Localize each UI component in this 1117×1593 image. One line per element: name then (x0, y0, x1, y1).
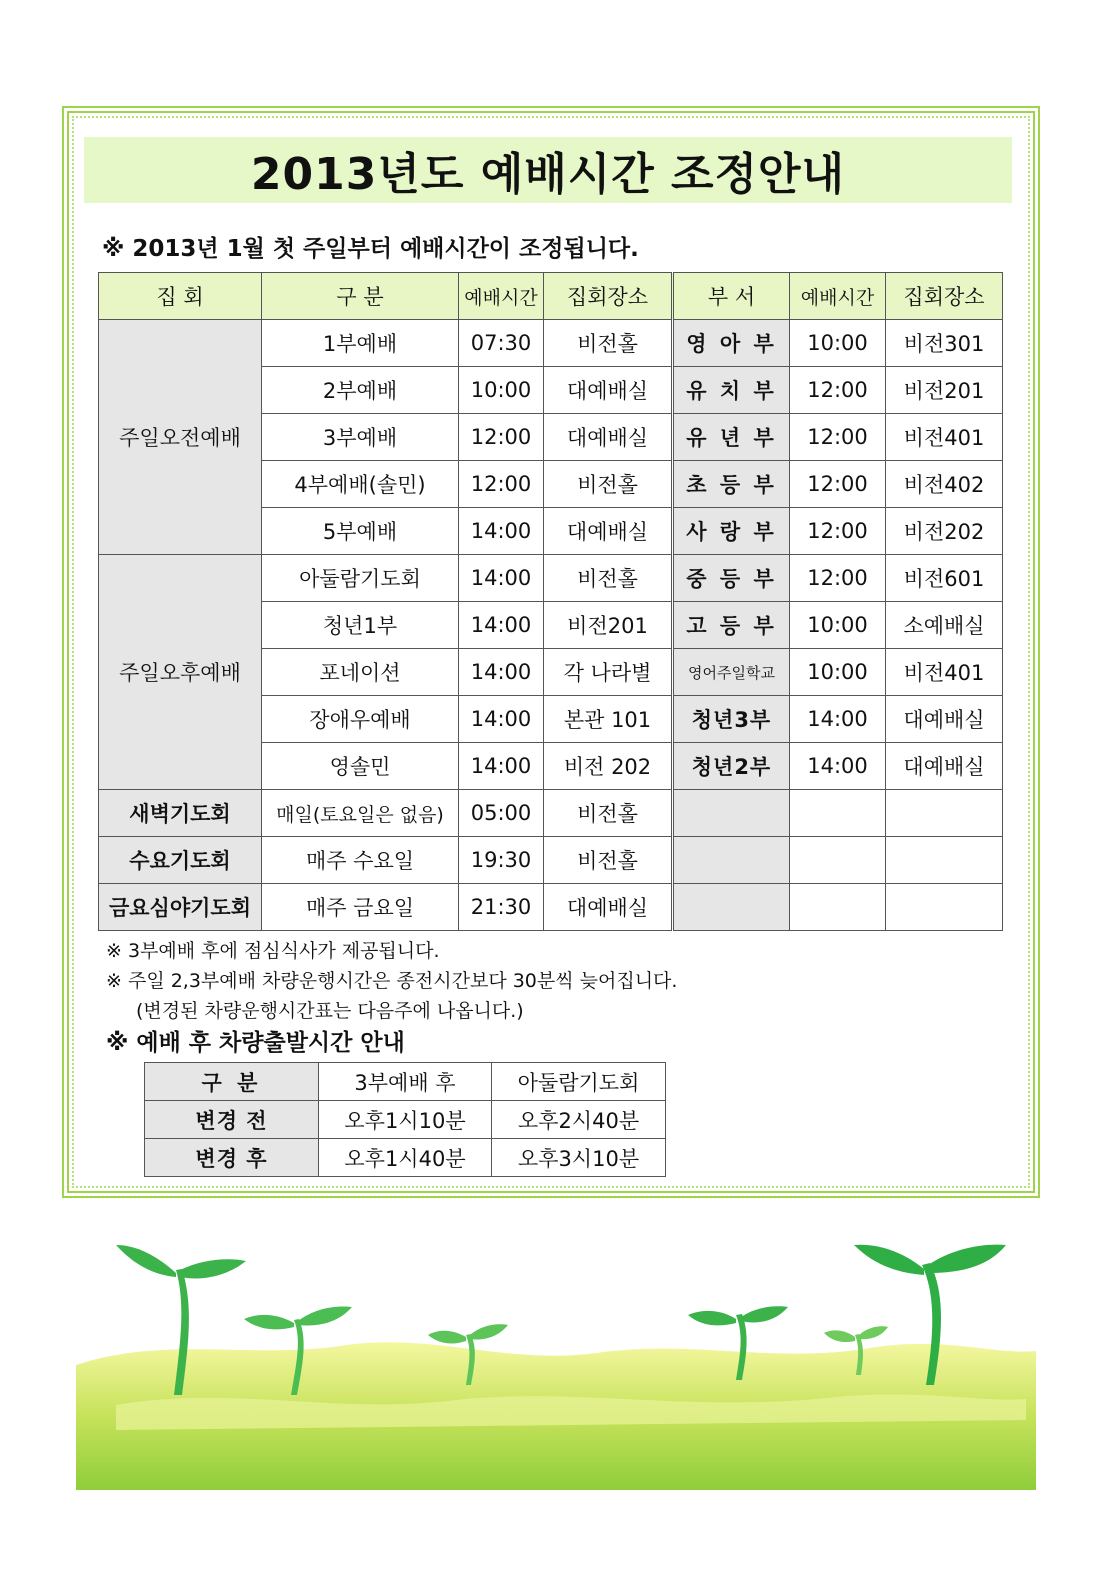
service-place: 비전홀 (544, 790, 673, 837)
table-row (99, 884, 1003, 931)
service-place: 본관 101 (544, 696, 673, 743)
service-time: 12:00 (459, 461, 544, 508)
service-time: 19:30 (459, 837, 544, 884)
dept-place: 비전202 (886, 508, 1003, 555)
dept-name: 초 등 부 (673, 461, 790, 508)
category-cell: 수요기도회 (99, 837, 262, 884)
header-cell: 구 분 (145, 1063, 319, 1101)
dept-place: 대예배실 (886, 696, 1003, 743)
table-row (99, 837, 1003, 884)
service-place: 대예배실 (544, 508, 673, 555)
service-time: 07:30 (459, 320, 544, 367)
service-time: 14:00 (459, 649, 544, 696)
departure-time: 오후3시10분 (492, 1139, 666, 1177)
dept-time: 14:00 (790, 696, 886, 743)
service-time: 10:00 (459, 367, 544, 414)
table-row (99, 320, 1003, 367)
dept-time: 10:00 (790, 649, 886, 696)
table-row (145, 1139, 666, 1177)
category-cell: 금요심야기도회 (99, 884, 262, 931)
header-cell: 집 회 (99, 273, 262, 320)
service-place: 비전201 (544, 602, 673, 649)
service-time: 14:00 (459, 696, 544, 743)
table-row (145, 1063, 666, 1101)
table-row (99, 790, 1003, 837)
empty-cell (673, 884, 790, 931)
header-cell: 아둘람기도회 (492, 1063, 666, 1101)
departure-table (144, 1062, 666, 1177)
empty-cell (886, 884, 1003, 931)
empty-cell (673, 790, 790, 837)
dept-time: 12:00 (790, 461, 886, 508)
category-cell: 주일오전예배 (99, 320, 262, 555)
empty-cell (790, 837, 886, 884)
service-time: 21:30 (459, 884, 544, 931)
note-line: ※ 주일 2,3부예배 차량운행시간은 종전시간보다 30분씩 늦어집니다. (106, 970, 678, 992)
empty-cell (790, 884, 886, 931)
header-cell: 3부예배 후 (319, 1063, 492, 1101)
dept-place: 비전201 (886, 367, 1003, 414)
service-name: 포네이션 (262, 649, 459, 696)
service-name: 1부예배 (262, 320, 459, 367)
service-name: 영솔민 (262, 743, 459, 790)
sprout-illustration (76, 1215, 1036, 1490)
dept-place: 비전402 (886, 461, 1003, 508)
service-name: 매주 금요일 (262, 884, 459, 931)
service-place: 대예배실 (544, 367, 673, 414)
table-row (145, 1101, 666, 1139)
empty-cell (673, 837, 790, 884)
header-cell: 구 분 (262, 273, 459, 320)
schedule-table (98, 272, 1003, 931)
notice-heading: ※ 2013년 1월 첫 주일부터 예배시간이 조정됩니다. (102, 236, 639, 262)
header-cell: 부 서 (673, 273, 790, 320)
page-title: 2013년도 예배시간 조정안내 (250, 149, 846, 200)
dept-time: 12:00 (790, 508, 886, 555)
note-line: (변경된 차량운행시간표는 다음주에 나옵니다.) (136, 1000, 524, 1022)
note-line: ※ 3부예배 후에 점심식사가 제공됩니다. (106, 940, 440, 962)
departure-time: 오후1시40분 (319, 1139, 492, 1177)
category-cell: 새벽기도회 (99, 790, 262, 837)
service-place: 비전홀 (544, 320, 673, 367)
dept-time: 12:00 (790, 414, 886, 461)
header-cell: 집회장소 (886, 273, 1003, 320)
service-name: 2부예배 (262, 367, 459, 414)
dept-place: 대예배실 (886, 743, 1003, 790)
departure-time: 오후2시40분 (492, 1101, 666, 1139)
dept-place: 비전401 (886, 649, 1003, 696)
header-cell: 예배시간 (459, 273, 544, 320)
service-name: 장애우예배 (262, 696, 459, 743)
service-name: 4부예배(솔민) (262, 461, 459, 508)
dept-name: 청년3부 (673, 696, 790, 743)
service-time: 14:00 (459, 602, 544, 649)
service-time: 14:00 (459, 508, 544, 555)
dept-name: 사 랑 부 (673, 508, 790, 555)
empty-cell (790, 790, 886, 837)
departure-time: 오후1시10분 (319, 1101, 492, 1139)
service-time: 05:00 (459, 790, 544, 837)
dept-name: 청년2부 (673, 743, 790, 790)
service-name: 매일(토요일은 없음) (262, 790, 459, 837)
dept-place: 비전601 (886, 555, 1003, 602)
dept-time: 12:00 (790, 367, 886, 414)
service-name: 3부예배 (262, 414, 459, 461)
service-time: 14:00 (459, 555, 544, 602)
dept-name: 고 등 부 (673, 602, 790, 649)
dept-name: 영 아 부 (673, 320, 790, 367)
service-place: 비전 202 (544, 743, 673, 790)
empty-cell (886, 790, 1003, 837)
service-time: 14:00 (459, 743, 544, 790)
service-place: 비전홀 (544, 461, 673, 508)
dept-name: 중 등 부 (673, 555, 790, 602)
service-place: 대예배실 (544, 414, 673, 461)
dept-name: 유 년 부 (673, 414, 790, 461)
service-name: 매주 수요일 (262, 837, 459, 884)
departure-heading: ※ 예배 후 차량출발시간 안내 (106, 1030, 405, 1056)
dept-time: 14:00 (790, 743, 886, 790)
dept-name: 영어주일학교 (673, 649, 790, 696)
notes (106, 936, 677, 1026)
category-cell: 주일오후예배 (99, 555, 262, 790)
service-name: 청년1부 (262, 602, 459, 649)
service-place: 비전홀 (544, 555, 673, 602)
service-place: 각 나라별 (544, 649, 673, 696)
dept-time: 10:00 (790, 320, 886, 367)
dept-time: 10:00 (790, 602, 886, 649)
row-label: 변경 전 (145, 1101, 319, 1139)
dept-place: 비전301 (886, 320, 1003, 367)
service-place: 비전홀 (544, 837, 673, 884)
empty-cell (886, 837, 1003, 884)
service-name: 아둘람기도회 (262, 555, 459, 602)
service-time: 12:00 (459, 414, 544, 461)
dept-time: 12:00 (790, 555, 886, 602)
table-row (99, 555, 1003, 602)
header-cell: 집회장소 (544, 273, 673, 320)
service-place: 대예배실 (544, 884, 673, 931)
dept-place: 비전401 (886, 414, 1003, 461)
header-cell: 예배시간 (790, 273, 886, 320)
service-name: 5부예배 (262, 508, 459, 555)
dept-place: 소예배실 (886, 602, 1003, 649)
dept-name: 유 치 부 (673, 367, 790, 414)
title-band (84, 137, 1012, 203)
schedule-header-row (99, 273, 1003, 320)
row-label: 변경 후 (145, 1139, 319, 1177)
